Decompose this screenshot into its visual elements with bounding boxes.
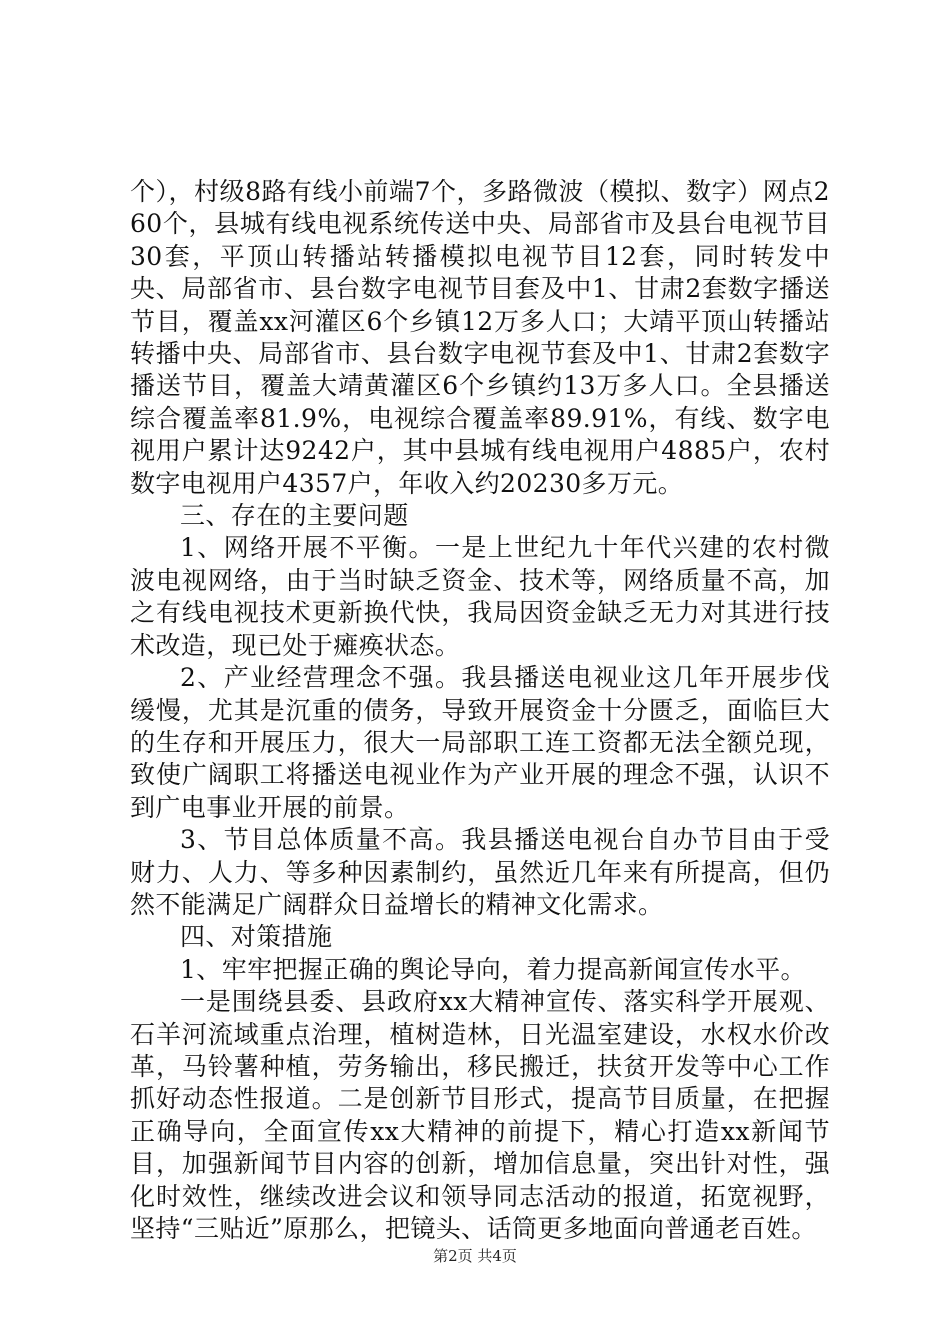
paragraph-industry-concept: 2、产业经营理念不强。我县播送电视业这几年开展步伐缓慢，尤其是沉重的债务，导致开展资金十分匮乏，面临巨大的生存和开展压力，很大一局部职工连工资都无法全额兑现，致使广阔职工将播送电视业作为产业开展的理念不强，认识不到广电事业开展的前景。 <box>130 663 830 822</box>
paragraph-program-quality: 3、节目总体质量不高。我县播送电视台自办节目由于受财力、人力、等多种因素制约，虽然近几年来有所提高，但仍然不能满足广阔群众日益增长的精神文化需求。 <box>130 825 830 919</box>
paragraph-network-imbalance: 1、网络开展不平衡。一是上世纪九十年代兴建的农村微波电视网络，由于当时缺乏资金、技术等，网络质量不高，加之有线电视技术更新换代快，我局因资金缺乏无力对其进行技术改造，现已处于瘫痪状态。 <box>130 533 830 660</box>
paragraph-public-opinion: 1、牢牢把握正确的舆论导向，着力提高新闻宣传水平。 <box>180 954 806 984</box>
heading-main-problems: 三、存在的主要问题 <box>180 501 409 531</box>
heading-countermeasures: 四、对策措施 <box>180 922 333 952</box>
page-number-footer: 第2页 共4页 <box>433 1247 517 1265</box>
paragraph-coverage-stats: 个），村级8路有线小前端7个，多路微波（模拟、数字）网点260个，县城有线电视系统传送中央、局部省市及县台电视节目30套，平顶山转播站转播模拟电视节目12套，同时转发中央、局部省市、县台数字电视节目套及中1、甘肃2套数字播送节目，覆盖xx河灌区6个乡镇12万多人口；大靖平顶山转播站转播中央、局部省市、县台数字电视节套及中1、甘肃2套数字播送节目，覆盖大靖黄灌区6个乡镇约13万多人口。全县播送综合覆盖率81.9%，电视综合覆盖率89.91%，有线、数字电视用户累计达9242户，其中县城有线电视用户4885户，农村数字电视用户4357户，年收入约20230多万元。 <box>130 177 830 498</box>
paragraph-news-reporting: 一是围绕县委、县政府xx大精神宣传、落实科学开展观、石羊河流域重点治理，植树造林，日光温室建设，水权水价改革，马铃薯种植，劳务输出，移民搬迁，扶贫开发等中心工作抓好动态性报道。二是创新节目形式，提高节目质量，在把握正确导向，全面宣传xx大精神的前提下，精心打造xx新闻节目，加强新闻节目内容的创新，增加信息量，突出针对性，强化时效性，继续改进会议和领导同志活动的报道，拓宽视野，坚持“三贴近”原那么，把镜头、话筒更多地面向普通老百姓。 <box>130 987 830 1243</box>
document-body <box>130 176 830 1245</box>
